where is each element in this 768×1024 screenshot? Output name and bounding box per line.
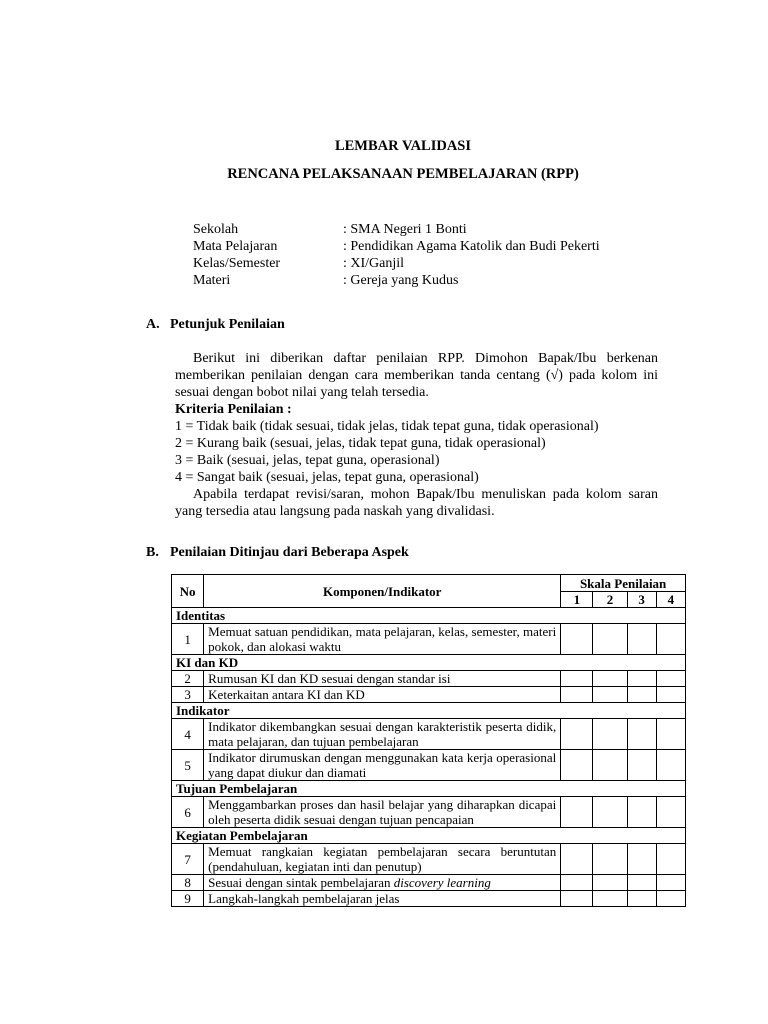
score-cell-4[interactable]: [656, 719, 685, 750]
score-cell-1[interactable]: [561, 844, 593, 875]
item-text: Memuat rangkaian kegiatan pembelajaran secara beruntutan (pendahuluan, kegiatan inti dan penutup): [208, 844, 557, 874]
info-value: : SMA Negeri 1 Bonti: [343, 222, 467, 237]
header-scale-2: 2: [593, 592, 627, 608]
document-subtitle: RENCANA PELAKSANAAN PEMBELAJARAN (RPP): [227, 166, 579, 182]
score-cell-4[interactable]: [656, 750, 685, 781]
table-row: [172, 687, 686, 703]
score-cell-4[interactable]: [656, 624, 685, 655]
score-cell-3[interactable]: [627, 719, 656, 750]
item-number: 9: [172, 891, 204, 907]
item-description: [204, 875, 561, 891]
group-label: Kegiatan Pembelajaran: [172, 828, 686, 844]
score-cell-2[interactable]: [593, 719, 627, 750]
score-cell-3[interactable]: [627, 797, 656, 828]
group-row: [172, 703, 686, 719]
info-key: Sekolah: [193, 222, 239, 237]
score-cell-1[interactable]: [561, 891, 593, 907]
section-a-title: Petunjuk Penilaian: [170, 317, 285, 332]
table-row: [172, 891, 686, 907]
score-cell-2[interactable]: [593, 671, 627, 687]
assessment-table: [171, 574, 686, 907]
info-key: Kelas/Semester: [193, 256, 281, 271]
closing-paragraph: Apabila terdapat revisi/saran, mohon Bapak/Ibu menuliskan pada kolom saran yang tersedia atau langsung pada naskah yang divalidasi.: [175, 487, 658, 519]
score-cell-1[interactable]: [561, 687, 593, 703]
score-cell-4[interactable]: [656, 844, 685, 875]
table-row: [172, 719, 686, 750]
section-a-heading: [146, 317, 285, 333]
score-cell-2[interactable]: [593, 891, 627, 907]
criteria-title: Kriteria Penilaian :: [175, 402, 292, 417]
document-title: LEMBAR VALIDASI: [334, 138, 472, 154]
group-row: [172, 781, 686, 797]
score-cell-1[interactable]: [561, 875, 593, 891]
item-text: Indikator dikembangkan sesuai dengan karakteristik peserta didik, mata pelajaran, dan tujuan pembelajaran: [208, 719, 557, 749]
header-no: No: [172, 575, 204, 608]
item-number: 1: [172, 624, 204, 655]
section-b-title: Penilaian Ditinjau dari Beberapa Aspek: [170, 545, 409, 560]
score-cell-1[interactable]: [561, 671, 593, 687]
info-row-materi: [193, 272, 600, 289]
table-row: [172, 844, 686, 875]
item-number: 7: [172, 844, 204, 875]
item-number: 8: [172, 875, 204, 891]
info-value: : Gereja yang Kudus: [343, 273, 459, 288]
score-cell-4[interactable]: [656, 797, 685, 828]
table-row: [172, 797, 686, 828]
score-cell-3[interactable]: [627, 875, 656, 891]
score-cell-3[interactable]: [627, 844, 656, 875]
section-a-number: A.: [146, 317, 160, 332]
table-body: [172, 608, 686, 907]
section-b-heading: [146, 545, 409, 561]
header-komponen: Komponen/Indikator: [204, 575, 561, 608]
item-number: 5: [172, 750, 204, 781]
group-row: [172, 828, 686, 844]
info-row-mata-pelajaran: [193, 238, 600, 255]
item-number: 3: [172, 687, 204, 703]
info-row-sekolah: [193, 221, 600, 238]
score-cell-2[interactable]: [593, 750, 627, 781]
table-row: [172, 671, 686, 687]
table-row: [172, 624, 686, 655]
group-row: [172, 608, 686, 624]
item-italic-text: discovery learning: [393, 875, 491, 890]
info-key: Materi: [193, 273, 231, 288]
criteria-item: 3 = Baik (sesuai, jelas, tepat guna, operasional): [175, 453, 440, 468]
score-cell-2[interactable]: [593, 875, 627, 891]
info-row-kelas-semester: [193, 255, 600, 272]
score-cell-4[interactable]: [656, 687, 685, 703]
item-text: Sesuai dengan sintak pembelajaran: [208, 875, 394, 890]
score-cell-3[interactable]: [627, 624, 656, 655]
instruction-paragraph: Berikut ini diberikan daftar penilaian RPP. Dimohon Bapak/Ibu berkenan memberikan penilaian dengan cara memberikan tanda centang (√) pada kolom ini sesuai dengan bobot nilai yang telah tersedia.: [175, 351, 658, 400]
header-scale-3: 3: [627, 592, 656, 608]
item-text: Rumusan KI dan KD sesuai dengan standar isi: [208, 671, 451, 686]
item-description: [204, 671, 561, 687]
score-cell-4[interactable]: [656, 875, 685, 891]
header-skala: Skala Penilaian: [561, 575, 686, 592]
group-label: Tujuan Pembelajaran: [172, 781, 686, 797]
item-text: Memuat satuan pendidikan, mata pelajaran, kelas, semester, materi pokok, dan alokasi waktu: [208, 624, 557, 654]
item-description: [204, 719, 561, 750]
info-value: : Pendidikan Agama Katolik dan Budi Pekerti: [343, 239, 600, 254]
score-cell-1[interactable]: [561, 719, 593, 750]
group-label: Identitas: [172, 608, 686, 624]
score-cell-2[interactable]: [593, 624, 627, 655]
score-cell-2[interactable]: [593, 844, 627, 875]
score-cell-1[interactable]: [561, 750, 593, 781]
criteria-item: 4 = Sangat baik (sesuai, jelas, tepat guna, operasional): [175, 470, 479, 485]
score-cell-3[interactable]: [627, 687, 656, 703]
item-number: 6: [172, 797, 204, 828]
item-number: 2: [172, 671, 204, 687]
item-description: [204, 624, 561, 655]
score-cell-1[interactable]: [561, 624, 593, 655]
score-cell-3[interactable]: [627, 891, 656, 907]
score-cell-3[interactable]: [627, 671, 656, 687]
group-label: Indikator: [172, 703, 686, 719]
item-text: Keterkaitan antara KI dan KD: [208, 687, 365, 702]
table-row: [172, 875, 686, 891]
item-text: Indikator dirumuskan dengan menggunakan kata kerja operasional yang dapat diukur dan diamati: [208, 750, 557, 780]
item-description: [204, 797, 561, 828]
item-description: [204, 750, 561, 781]
score-cell-4[interactable]: [656, 671, 685, 687]
section-b-number: B.: [146, 545, 159, 560]
group-row: [172, 655, 686, 671]
group-label: KI dan KD: [172, 655, 686, 671]
header-scale-1: 1: [561, 592, 593, 608]
score-cell-1[interactable]: [561, 797, 593, 828]
criteria-item: 1 = Tidak baik (tidak sesuai, tidak jelas, tidak tepat guna, tidak operasional): [175, 419, 599, 434]
info-value: : XI/Ganjil: [343, 256, 405, 271]
header-scale-4: 4: [656, 592, 685, 608]
item-description: [204, 687, 561, 703]
identity-info: [193, 221, 600, 289]
table-row: [172, 750, 686, 781]
info-key: Mata Pelajaran: [193, 239, 278, 254]
item-text: Menggambarkan proses dan hasil belajar yang diharapkan dicapai oleh peserta didik sesuai dengan tujuan pencapaian: [208, 797, 557, 827]
item-number: 4: [172, 719, 204, 750]
score-cell-2[interactable]: [593, 797, 627, 828]
score-cell-3[interactable]: [627, 750, 656, 781]
criteria-item: 2 = Kurang baik (sesuai, jelas, tidak tepat guna, tidak operasional): [175, 436, 546, 451]
score-cell-2[interactable]: [593, 687, 627, 703]
item-text: Langkah-langkah pembelajaran jelas: [208, 891, 400, 906]
score-cell-4[interactable]: [656, 891, 685, 907]
item-description: [204, 891, 561, 907]
item-description: [204, 844, 561, 875]
section-a-body: [175, 350, 658, 520]
